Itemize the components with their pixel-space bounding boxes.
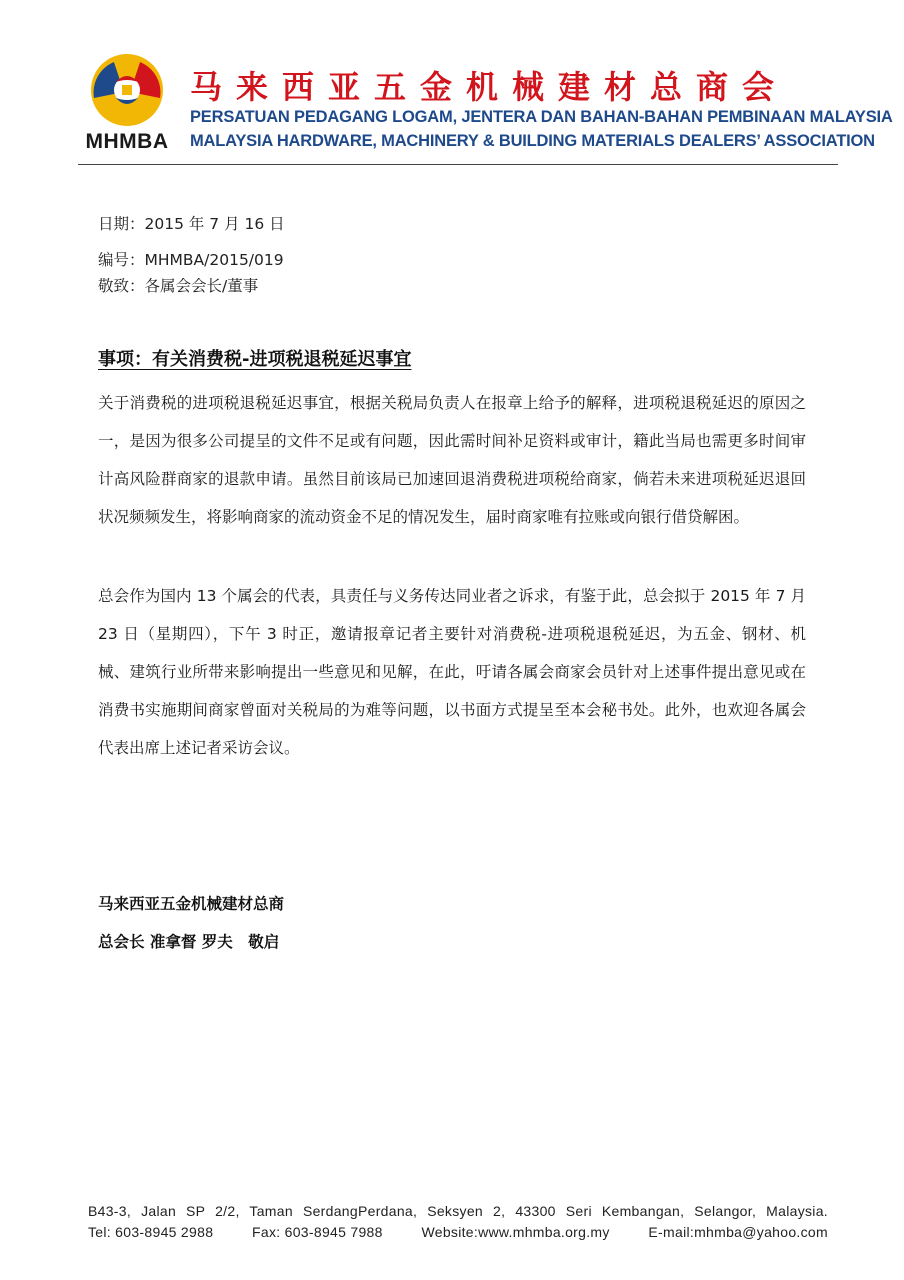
org-name-chinese: 马来西亚五金机械建材总商会	[190, 68, 789, 106]
signature-organization: 马来西亚五金机械建材总商	[98, 895, 285, 913]
logo-emblem-icon	[84, 52, 170, 132]
footer-tel: Tel: 603-8945 2988	[88, 1224, 214, 1240]
body-paragraph-1: 关于消费税的进项税退税延迟事宜，根据关税局负责人在报章上给予的解释，进项税退税延迟的原因之一，是因为很多公司提呈的文件不足或有问题，因此需时间补足资料或审计，籍此当局也需更多时间审计高风险群商家的退款申请。虽然目前该局已加速回退消费税进项税给商家，倘若未来进项税延迟退回状况频频发生，将影响商家的流动资金不足的情况发生，届时商家唯有拉账或向银行借贷解困。	[98, 394, 806, 526]
footer-address: B43-3, Jalan SP 2/2, Taman SerdangPerdana, Seksyen 2, 43300 Seri Kembangan, Selangor, Malaysia.	[88, 1203, 828, 1219]
recipient-line: 敬致：各属会会长/董事	[98, 277, 259, 295]
footer-website: Website:www.mhmba.org.my	[421, 1224, 610, 1240]
reference-number: 编号：MHMBA/2015/019	[98, 251, 284, 269]
letterhead	[0, 0, 904, 170]
logo-text: MHMBA	[85, 130, 169, 153]
letter-date: 日期：2015 年 7 月 16 日	[98, 215, 285, 233]
footer-email: E-mail:mhmba@yahoo.com	[648, 1224, 828, 1240]
body-paragraph-2: 总会作为国内 13 个属会的代表，具责任与义务传达同业者之诉求，有鉴于此，总会拟于 2015 年 7 月 23 日（星期四），下午 3 时正，邀请报章记者主要针对消费税-进项税退税延迟，为五金、钢材、机械、建筑行业所带来影响提出一些意见和见解，在此，吁请各属会商家会员针对上述事件提出意见或在消费书实施期间商家曾面对关税局的为难等问题，以书面方式提呈至本会秘书处。此外，也欢迎各属会代表出席上述记者采访会议。	[98, 587, 806, 757]
header-divider	[78, 164, 838, 165]
subject-line: 事项：有关消费税-进项税退税延迟事宜	[98, 349, 412, 370]
footer-contact	[88, 1224, 828, 1240]
association-logo	[78, 52, 176, 152]
signature-name: 总会长 准拿督 罗夫 敬启	[98, 933, 280, 951]
footer-fax: Fax: 603-8945 7988	[252, 1224, 383, 1240]
org-name-malay: PERSATUAN PEDAGANG LOGAM, JENTERA DAN BAHAN-BAHAN PEMBINAAN MALAYSIA	[190, 108, 893, 126]
org-name-english: MALAYSIA HARDWARE, MACHINERY & BUILDING MATERIALS DEALERS’ ASSOCIATION	[190, 132, 875, 150]
